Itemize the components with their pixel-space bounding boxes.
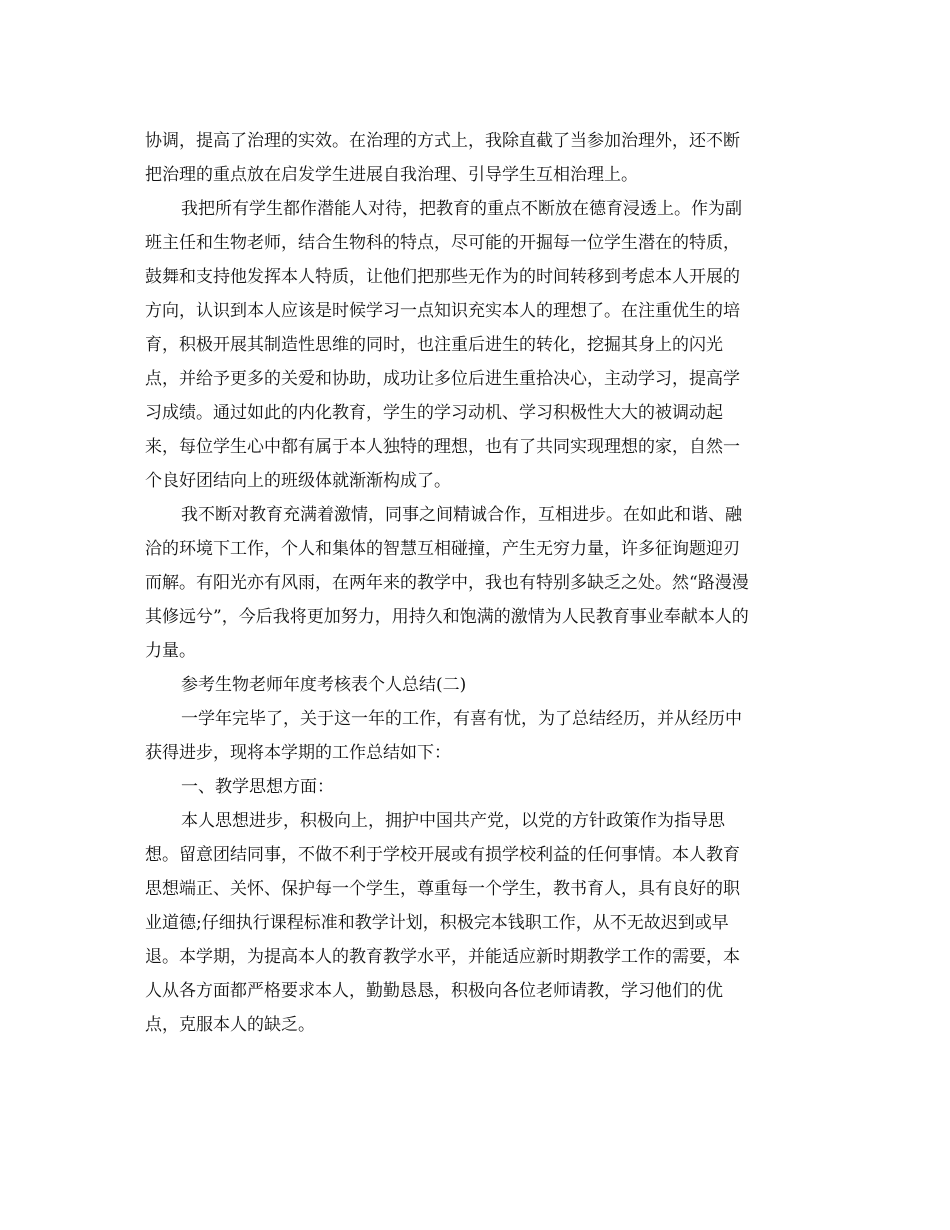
- text-line: 个良好团结向上的班级体就渐渐构成了。: [145, 471, 451, 491]
- text-line: 其修远兮”，今后我将更加努力，用持久和饱满的激情为人民教育事业奉献本人的: [145, 607, 749, 627]
- text-line: 一、教学思想方面：: [181, 777, 334, 797]
- document-body: [145, 124, 810, 1042]
- text-line: 业道德;仔细执行课程标准和教学计划，积极完本钱职工作，从不无故迟到或早: [145, 913, 729, 933]
- text-line: 本人思想进步，积极向上，拥护中国共产党，以党的方针政策作为指导思: [181, 811, 725, 831]
- text-line: 育，积极开展其制造性思维的同时，也注重后进生的转化，挖掘其身上的闪光: [145, 335, 723, 355]
- text-line: 人从各方面都严格要求本人，勤勤恳恳，积极向各位老师请教，学习他们的优: [145, 981, 723, 1001]
- text-line: 一学年完毕了，关于这一年的工作，有喜有忧，为了总结经历，并从经历中: [181, 709, 742, 729]
- text-line: 洽的环境下工作，个人和集体的智慧互相碰撞，产生无穷力量，许多征询题迎刃: [145, 539, 740, 559]
- text-line: 来，每位学生心中都有属于本人独特的理想，也有了共同实现理想的家，自然一: [145, 437, 740, 457]
- text-line: 点，并给予更多的关爱和协助，成功让多位后进生重拾决心，主动学习，提高学: [145, 369, 740, 389]
- text-line: 把治理的重点放在启发学生进展自我治理、引导学生互相治理上。: [145, 165, 638, 185]
- text-line: 而解。有阳光亦有风雨，在两年来的教学中，我也有特别多缺乏之处。然“路漫漫: [145, 573, 749, 593]
- text-line: 想。留意团结同事，不做不利于学校开展或有损学校利益的任何事情。本人教育: [145, 845, 740, 865]
- text-line: 习成绩。通过如此的内化教育，学生的学习动机、学习积极性大大的被调动起: [145, 403, 723, 423]
- text-line: 退。本学期，为提高本人的教育教学水平，并能适应新时期教学工作的需要，本: [145, 947, 740, 967]
- text-line: 协调，提高了治理的实效。在治理的方式上，我除直截了当参加治理外，还不断: [145, 131, 740, 151]
- text-line: 我把所有学生都作潜能人对待，把教育的重点不断放在德育浸透上。作为副: [181, 199, 742, 219]
- text-line: 我不断对教育充满着激情，同事之间精诚合作，互相进步。在如此和谐、融: [181, 505, 742, 525]
- text-line: 获得进步，现将本学期的工作总结如下：: [145, 743, 451, 763]
- text-line: 方向，认识到本人应该是时候学习一点知识充实本人的理想了。在注重优生的培: [145, 301, 740, 321]
- text-line: 思想端正、关怀、保护每一个学生，尊重每一个学生，教书育人，具有良好的职: [145, 879, 740, 899]
- text-line: 点，克服本人的缺乏。: [145, 1015, 315, 1035]
- text-line: 参考生物老师年度考核表个人总结(二): [181, 675, 467, 695]
- text-line: 鼓舞和支持他发挥本人特质，让他们把那些无作为的时间转移到考虑本人开展的: [145, 267, 740, 287]
- text-line: 班主任和生物老师，结合生物科的特点，尽可能的开掘每一位学生潜在的特质，: [145, 233, 740, 253]
- text-line: 力量。: [145, 641, 196, 661]
